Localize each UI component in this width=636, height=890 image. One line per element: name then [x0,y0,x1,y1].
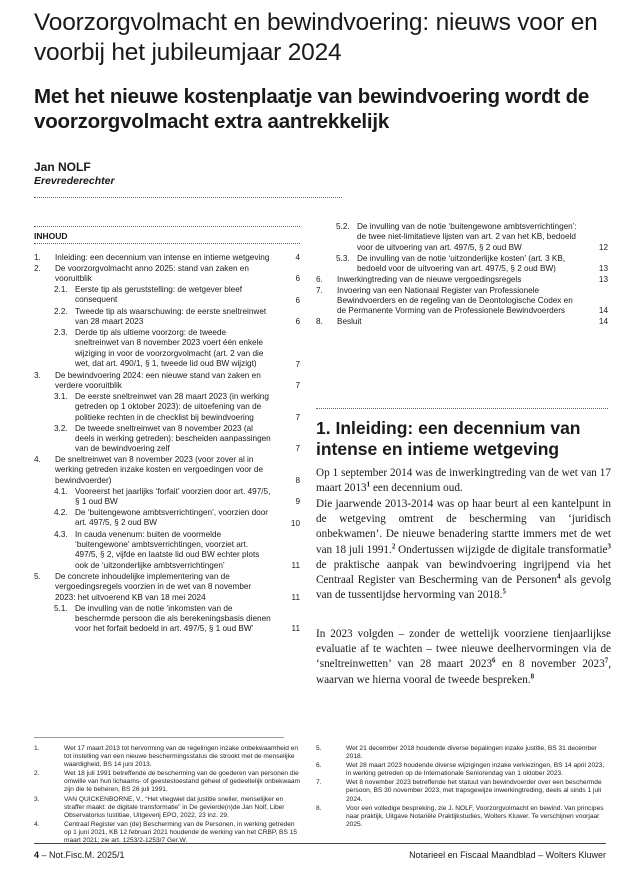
footnote-number: 7. [316,779,322,787]
toc-entry-page: 6 [295,317,300,327]
footnote-number: 4. [34,820,40,828]
toc-entry[interactable] [316,254,608,275]
toc-entry-number: 2. [34,263,41,273]
toc-entry-text: De sneltreinwet van 8 november 2023 (voor zover al in werking getreden inzake kosten en vergoedingen voor de bewindvoerder) [55,455,264,485]
toc-entry-text: De concrete inhoudelijke implementering van de vergoedingsregels voorzien in de wet van 8 november 2023: het uitvoerend KB van 18 mei 2024 [55,572,252,602]
toc-entry-text: Invoering van een Nationaal Register van Professionele Bewindvoerders en de regeling van de Deontologische Codex en de Permanente Vorming van de Professionele Bewindvoerders [337,285,573,316]
toc-entry-text: De bewindvoering 2024: een nieuwe stand van zaken en verdere vooruitblik [55,370,261,390]
section-heading: 1. Inleiding: een decennium van intense en intieme wetgeving [316,418,581,459]
toc-entry[interactable] [34,328,300,370]
footnote-rule [34,737,284,738]
author-name: Jan NOLF [34,160,91,174]
toc-entry-page: 11 [291,561,300,571]
footnote-text: VAN QUICKENBORNE, V., “Het vliegwiel dat justitie sneller, menselijker en straffer maakt: de digitale transformatie” in De gevierde(n)de Jan Nolf, Liber Observatorius Iustitiae, Uitgeverij EPO, 2022, 23 inz. 29. [64,795,285,819]
toc-entry-text: De ‘buitengewone ambtsverrichtingen’, voorzien door art. 497/5, § 2 oud BW [75,508,268,528]
toc-entry-page: 10 [290,518,300,528]
toc-entry-number: 4. [34,455,41,464]
toc-entry-number: 2.3. [54,328,68,337]
toc-entry-number: 5.1. [54,603,68,613]
toc-entry[interactable] [316,222,608,253]
toc-entry-number: 2.2. [54,306,68,316]
footnote-ref[interactable]: 7 [604,656,609,665]
toc-entry[interactable] [34,371,300,392]
toc-entry-number: 5.3. [336,253,350,263]
toc-entry[interactable] [316,275,608,285]
toc-entry[interactable] [34,530,300,572]
body-paragraph-1: Op 1 september 2014 was de inwerkingtreding van de wet van 17 maart 2013$^1$ een decennium oud. [316,467,611,495]
footnote-text: Wet 17 maart 2013 tot hervorming van de regelingen inzake onbekwaamheid en tot instelling van een nieuwe beschermingsstatus die strookt met de menselijke waardigheid, BS 14 juni 2013. [64,745,299,769]
footnote-ref[interactable]: 3 [607,541,612,550]
journal-short: – Not.Fisc.M. 2025/1 [41,850,125,860]
toc-entry-page: 11 [291,592,300,602]
toc-entry-number: 2.1. [54,285,68,294]
toc-entry[interactable] [34,285,300,306]
toc-entry-text: De voorzorgvolmacht anno 2025: stand van zaken en vooruitblik [55,263,249,283]
journal-name: Notarieel en Fiscaal Maandblad – Wolters Kluwer [409,850,606,860]
toc-entry-number: 6. [316,275,323,284]
toc-entry-number: 3.2. [54,423,68,433]
page-number: 4 [34,850,40,860]
footnote [316,745,608,761]
footnote [34,796,302,820]
toc-entry-text: Eerste tip als geruststelling: de wetgever bleef consequent [75,285,243,305]
footnote-ref[interactable]: 2 [391,541,396,550]
toc-entry-text: De eerste sneltreinwet van 28 maart 2023 (in werking getreden op 1 oktober 2023): de uitoefening van de politieke rechten in de checklist bij bewindvoering [75,392,269,422]
toc-entry-text: De invulling van de notie ‘inkomsten van de beschermde persoon die als berekeningsbasis dienen voor het forfait bedoeld in art. 497/5, § 1 oud BW’ [75,603,271,634]
toc-entry[interactable] [34,487,300,508]
toc-entry[interactable] [316,286,608,317]
toc-entry[interactable] [34,572,300,603]
footnote-text: Voor een volledige bespreking, zie J. NOLF, Voorzorgvolmacht en bewind. Van principes naar praktijk, Uitgave Notariële Praktijkstudies, Wolters Kluwer. Te verschijnen voorjaar 2025. [346,804,604,828]
footnote-number: 6. [316,762,322,770]
toc-entry[interactable] [34,392,300,423]
toc-entry-page: 7 [295,359,300,369]
toc-entry[interactable] [316,317,608,327]
toc-entry-number: 8. [316,317,323,326]
toc-entry-number: 5.2. [336,222,350,231]
author-divider [34,197,342,198]
toc-entry-text: Inwerkingtreding van de nieuwe vergoedingsregels [337,275,522,284]
toc-entry-number: 5. [34,572,41,581]
footnote-number: 3. [34,795,40,803]
toc-heading-divider [34,243,300,244]
body-paragraph-3: In 2023 volgden – zonder de wettelijk voorziene tienjaarlijkse evaluatie af te wachten – twee nieuwe deelhervormingen via de ‘sneltreinwetten’ van 28 maart 2023$^6$ en 8 november 2023$^7$, waarvan we hierna vooral de tweede bespreken.$^8$ [316,628,611,686]
footnote-text: Wet 21 december 2018 houdende diverse bepalingen inzake justitie, BS 31 december 2018. [346,745,597,761]
section-top-divider [316,408,608,409]
toc-entry-page: 7 [295,444,300,454]
article-title: Voorzorgvolmacht en bewindvoering: nieuws voor en voorbij het jubileumjaar 2024 [34,9,598,66]
toc-entry[interactable] [34,508,300,529]
toc-entry-number: 3.1. [54,392,68,401]
footnote-number: 2. [34,770,40,778]
toc-entry-page: 8 [295,475,300,485]
footnote-text: Wet 8 november 2023 betreffende het statuut van bewindvoerder over een beschermde persoon, BS 30 november 2023, met trapsgewijze inwerkingtreding, deels al sinds 1 juli 2024. [346,779,602,803]
footnote-ref[interactable]: 5 [502,587,506,596]
footnote [34,745,302,769]
toc-entry-number: 7. [316,285,323,295]
footnote [34,821,302,845]
toc-entry[interactable] [34,307,300,328]
toc-entry-page: 4 [295,252,300,262]
footnote-ref[interactable]: 4 [556,572,561,581]
toc-entry-number: 4.3. [54,529,68,539]
toc-entry-text: De tweede sneltreinwet van 8 november 2023 (al deels in werking getreden): bescheiden aanpassingen van de bewindvoering zelf [75,423,271,454]
toc-entry-page: 9 [295,497,300,507]
toc-left-column [34,253,300,733]
footer-rule [34,843,606,844]
footnote [34,770,302,794]
toc-entry[interactable] [34,455,300,486]
toc-entry-text: Derde tip als ultieme voorzorg: de tweede sneltreinwet van 8 november 2023 voert één enkele wijziging in voor de voorzorgvolmacht (art. 2 van die wet, dat art. 490/1, § 1, tweede lid oud BW wijzigt) [75,328,264,369]
toc-entry-text: De invulling van de notie ‘buitengewone ambtsverrichtingen’: de twee niet-limitatieve lijsten van art. 2 van het KB, bedoeld voor de uitvoering van art. 497/5, § 2 oud BW [357,222,577,252]
toc-entry-page: 7 [295,381,300,391]
footnote-text: Wet 18 juli 1991 betreffende de bescherming van de goederen van personen die omwille van hun lichaams- of geestestoestand geheel of gedeeltelijk onbekwaam zijn die te beheren, BS 26 juli 1991. [64,770,301,794]
footnotes-right [316,745,608,830]
toc-entry[interactable] [34,253,300,263]
toc-entry-page: 11 [291,624,300,634]
footnote-number: 1. [34,745,40,752]
toc-top-divider [34,226,300,227]
footnote-number: 5. [316,745,322,752]
footnote-ref[interactable]: 8 [530,671,535,680]
toc-entry-page: 7 [295,412,300,422]
toc-entry[interactable] [34,264,300,285]
toc-entry-page: 6 [295,295,300,305]
toc-right-column [316,222,608,392]
toc-entry-page: 12 [598,242,608,252]
toc-entry-page: 13 [598,264,608,274]
toc-entry-text: In cauda venenum: buiten de voormelde ‘buitengewone’ ambtsverrichtingen, voorziet art. 497/5, § 2, vijfde en laatste lid oud BW echter plots ook de ‘uitzonderlijke ambtsverrichtingen’ [75,529,260,570]
footnote [316,779,608,803]
toc-entry[interactable] [34,424,300,455]
footnote-ref[interactable]: 6 [492,656,496,665]
toc-entry-text: Besluit [337,317,362,326]
footnote [316,805,608,829]
toc-entry-text: Inleiding: een decennium van intense en intieme wetgeving [55,253,270,262]
toc-entry-number: 1. [34,253,41,262]
footnote [316,762,608,778]
toc-entry-number: 3. [34,370,41,380]
toc-entry-text: Vooreerst het jaarlijks ‘forfait’ voorzien door art. 497/5, § 1 oud BW [75,486,271,506]
body-paragraph-2: Die jaarwende 2013-2014 was op haar beurt al een kantelpunt in de wetgeving omtrent de bescherming van ‘juridisch onbekwamen’. De nieuwe benadering startte immers met de wet van 18 juli 1991.$^2$ Ondertussen wijzigde de digitale transformatie$^3$ de praktische aanpak van bewindvoering ingrijpend via het Centraal Register van Bescherming van de Personen$^4$ als gevolg van de tussentijdse hervorming van 2018.$^5$ [316,498,612,602]
toc-heading: INHOUD [34,231,68,241]
toc-entry-page: 14 [598,306,608,316]
author-role: Erevrederechter [34,175,115,187]
toc-entry[interactable] [34,604,300,635]
footnote-text: Wet 28 maart 2023 houdende diverse wijzigingen inzake verkiezingen, BS 14 april 2023, in werking getreden op de Internationale Seniorendag van 1 oktober 2023. [346,762,605,778]
footer-page-ref [34,850,125,860]
toc-entry-page: 13 [598,274,608,284]
footnote-number: 8. [316,804,322,812]
toc-entry-page: 14 [598,316,608,326]
footnote-text: Centraal Register van (de) Bescherming van de Personen, in werking getreden op 1 juni 2021, KB 12 februari 2021 houdende de werking van het CRBP, BS 15 maart 2021; zie art. 1253/2-1253/7 Ger.W. [64,820,298,845]
toc-entry-page: 6 [295,274,300,284]
footnotes-left [34,745,302,846]
article-subtitle: Met het nieuwe kostenplaatje van bewindvoering wordt de voorzorgvolmacht extra aantrekkelijk [34,85,590,133]
footnote-ref[interactable]: 1 [366,480,371,489]
toc-entry-text: Tweede tip als waarschuwing: de eerste sneltreinwet van 28 maart 2023 [75,306,267,326]
toc-entry-number: 4.1. [54,486,68,496]
toc-entry-text: De invulling van de notie ‘uitzonderlijke kosten’ (art. 3 KB, bedoeld voor de uitvoering van art. 497/5, § 2 oud BW) [357,253,566,273]
toc-entry-number: 4.2. [54,508,68,517]
